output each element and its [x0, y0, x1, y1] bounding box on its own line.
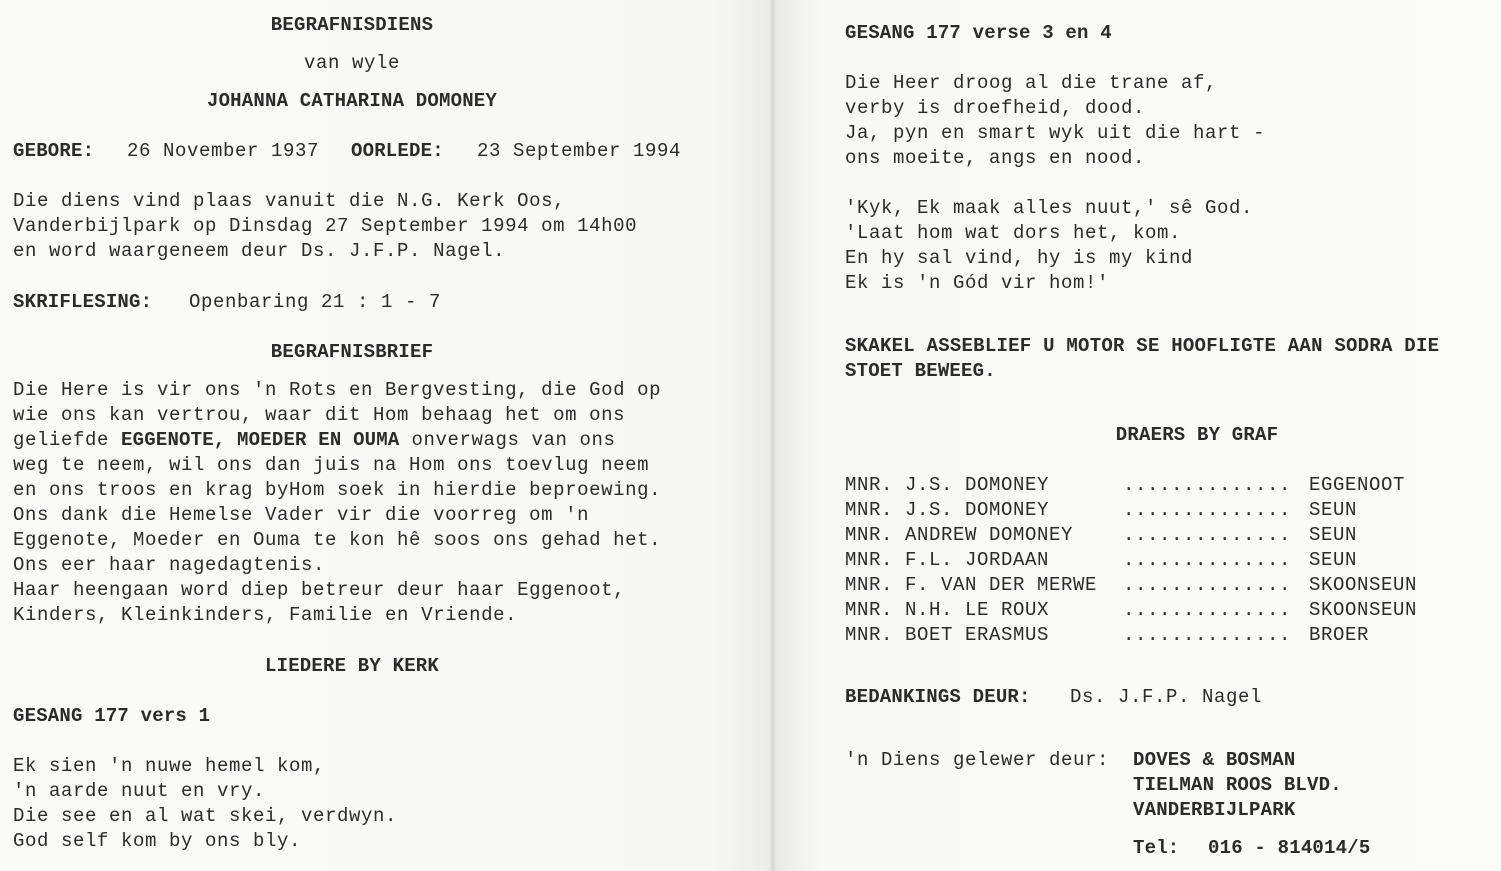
hymn-line: 'n aarde nuut en vry. — [13, 780, 266, 802]
gebore-label: GEBORE: — [13, 140, 95, 162]
hymn-line: God self kom by ons bly. — [13, 830, 302, 852]
leader-dots: .............. — [1123, 624, 1292, 646]
letter-line: Ons dank die Hemelse Vader vir die voorreg om 'n — [13, 504, 590, 526]
pallbearer-relation: SKOONSEUN — [1309, 574, 1418, 596]
letter-line: Eggenote, Moeder en Ouma te kon hê soos ons gehad het. — [13, 529, 662, 551]
letter-line: en ons troos en krag byHom soek in hierdie beproewing. — [13, 479, 662, 501]
oorlede-value: 23 September 1994 — [477, 140, 682, 162]
service-line: Die diens vind plaas vanuit die N.G. Kerk Oos, — [13, 190, 566, 212]
letter-line: Haar heengaan word diep betreur deur haar Eggenoot, — [13, 579, 626, 601]
letter-line: Ons eer haar nagedagtenis. — [13, 554, 326, 576]
service-line: en word waargeneem deur Ds. J.F.P. Nagel. — [13, 240, 506, 262]
headlights-notice: SKAKEL ASSEBLIEF U MOTOR SE HOOFLIGTE AAN SODRA DIE — [845, 335, 1440, 357]
undertaker-line: TIELMAN ROOS BLVD. — [1133, 774, 1342, 796]
pallbearer-relation: SEUN — [1309, 524, 1358, 546]
letter-line — [13, 428, 616, 453]
service-line: Vanderbijlpark op Dinsdag 27 September 1994 om 14h00 — [13, 215, 638, 237]
hymn-line: verby is droefheid, dood. — [845, 97, 1146, 119]
oorlede-label: OORLEDE: — [351, 140, 444, 162]
hymn-line: En hy sal vind, hy is my kind — [845, 247, 1194, 269]
begrafnisbrief-heading: BEGRAFNISBRIEF — [270, 341, 434, 363]
bedankings-value: Ds. J.F.P. Nagel — [1070, 686, 1263, 708]
pallbearer-relation: SKOONSEUN — [1309, 599, 1418, 621]
letter-line: Die Here is vir ons 'n Rots en Bergvesting, die God op — [13, 379, 662, 401]
gebore-value: 26 November 1937 — [127, 140, 320, 162]
hymn-line: Die Heer droog al die trane af, — [845, 72, 1218, 94]
hymn-line: 'Kyk, Ek maak alles nuut,' sê God. — [845, 197, 1254, 219]
headlights-notice: STOET BEWEEG. — [845, 360, 996, 382]
pallbearer-name: MNR. BOET ERASMUS — [845, 624, 1050, 646]
letter-emphasis: EGGENOTE, MOEDER EN OUMA — [121, 429, 400, 451]
letter-text: onverwags van ons — [399, 429, 616, 451]
liedere-heading: LIEDERE BY KERK — [264, 655, 440, 677]
leader-dots: .............. — [1123, 524, 1292, 546]
pallbearer-name: MNR. ANDREW DOMONEY — [845, 524, 1074, 546]
pallbearer-relation: SEUN — [1309, 549, 1358, 571]
deceased-name: JOHANNA CATHARINA DOMONEY — [206, 90, 498, 112]
hymn-line: Die see en al wat skei, verdwyn. — [13, 805, 398, 827]
skriflesing-label: SKRIFLESING: — [13, 291, 153, 313]
hymn-line: 'Laat hom wat dors het, kom. — [845, 222, 1182, 244]
hymn-line: Ja, pyn en smart wyk uit die hart - — [845, 122, 1266, 144]
skriflesing-value: Openbaring 21 : 1 - 7 — [189, 291, 442, 313]
leader-dots: .............. — [1123, 474, 1292, 496]
hymn-line: Ek is 'n Gód vir hom!' — [845, 272, 1110, 294]
van-wyle-text: van wyle — [303, 52, 400, 74]
pallbearer-relation: BROER — [1309, 624, 1370, 646]
bedankings-label: BEDANKINGS DEUR: — [845, 686, 1031, 708]
pallbearer-relation: EGGENOOT — [1309, 474, 1406, 496]
tel-label: Tel: — [1133, 837, 1180, 859]
pallbearer-name: MNR. J.S. DOMONEY — [845, 474, 1050, 496]
undertaker-line: DOVES & BOSMAN — [1133, 749, 1296, 771]
pallbearer-relation: SEUN — [1309, 499, 1358, 521]
pallbearer-name: MNR. N.H. LE ROUX — [845, 599, 1050, 621]
draers-heading: DRAERS BY GRAF — [1115, 424, 1279, 446]
tel-value: 016 - 814014/5 — [1208, 837, 1371, 859]
letter-line: weg te neem, wil ons dan juis na Hom ons toevlug neem — [13, 454, 650, 476]
page-heading: BEGRAFNISDIENS — [270, 14, 434, 36]
leader-dots: .............. — [1123, 574, 1292, 596]
pallbearer-name: MNR. J.S. DOMONEY — [845, 499, 1050, 521]
leader-dots: .............. — [1123, 549, 1292, 571]
gesang2-heading: GESANG 177 verse 3 en 4 — [845, 22, 1112, 44]
gesang1-heading: GESANG 177 vers 1 — [13, 705, 211, 727]
letter-line: Kinders, Kleinkinders, Familie en Vriende. — [13, 604, 518, 626]
letter-line: wie ons kan vertrou, waar dit Hom behaag het om ons — [13, 404, 626, 426]
hymn-line: ons moeite, angs en nood. — [845, 147, 1146, 169]
letter-text: geliefde — [13, 429, 122, 451]
leader-dots: .............. — [1123, 499, 1292, 521]
leader-dots: .............. — [1123, 599, 1292, 621]
undertaker-line: VANDERBIJLPARK — [1133, 799, 1296, 821]
hymn-line: Ek sien 'n nuwe hemel kom, — [13, 755, 326, 777]
diens-label: 'n Diens gelewer deur: — [845, 749, 1110, 771]
pallbearer-name: MNR. F.L. JORDAAN — [845, 549, 1050, 571]
pallbearer-name: MNR. F. VAN DER MERWE — [845, 574, 1098, 596]
